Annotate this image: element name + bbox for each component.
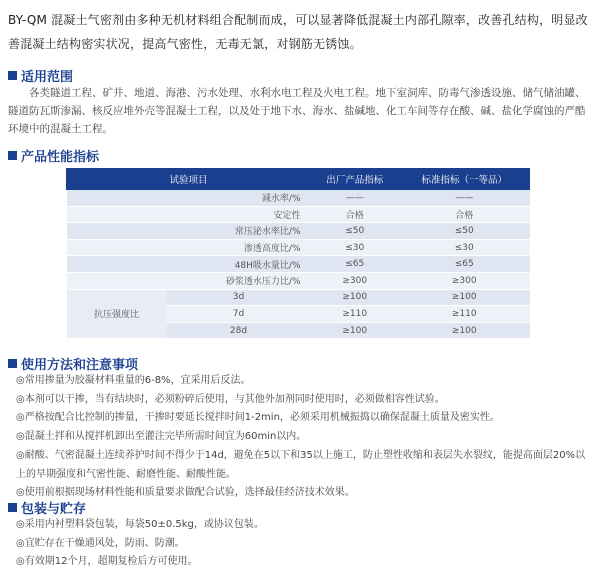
row-factory: ≥100 [311,289,399,306]
row-standard: ≥100 [399,322,530,339]
scope-title: 适用范围 [21,69,74,85]
scope-paragraph: 各类隧道工程、矿井、地道、海港、污水处理、水利水电工程及火电工程。地下室洞库、防毒气渗透设施、储气储油罐、隧道防瓦斯渗漏、核反应堆外壳等混凝土工程，以及处于地下水、海水、盐碱地、化工车间等存在酸、碱、盐化学腐蚀的严酷环境中的混凝土工程。 [8,87,586,135]
list-item: ◎混凝土拌和从搅拌机卸出至灌注完毕所需时间宜为60min以内。 [16,431,307,443]
row-standard: ≥100 [399,289,530,306]
table-row [67,190,530,207]
usage-section-title [8,354,138,372]
scope-section-title [8,66,73,84]
list-item: ◎使用前根据现场材料性能和质量要求做配合试验，选择最佳经济技术效果。 [16,487,355,499]
packaging-list [16,516,594,572]
usage-list [16,372,594,503]
row-factory: 合格 [311,206,399,223]
table-row [67,256,530,273]
section-square-icon [8,359,17,368]
list-item: ◎宜贮存在干燥通风处，防雨、防潮。 [16,537,185,549]
row-item: 减水率/% [67,190,311,207]
table-row [67,206,530,223]
section-square-icon [8,151,17,160]
packaging-title: 包装与贮存 [21,501,87,517]
row-standard: ≤65 [399,256,530,273]
list-item: ◎常用掺量为胶凝材料重量的6-8%，宜采用后反法。 [16,375,251,386]
table-header-row [67,169,530,190]
intro-paragraph: BY-QM 混凝土气密剂由多种无机材料组合配制而成，可以显著降低混凝土内部孔隙率，改善孔结构，明显改善混凝土结构密实状况，提高气密性，无毒无氯，对钢筋无锈蚀。 [8,13,588,51]
table-row [67,223,530,240]
header-factory: 出厂产品指标 [311,169,399,190]
list-item: ◎采用内衬塑料袋包装，每袋50±0.5kg，或协议包装。 [16,519,264,530]
table-row [67,289,530,306]
performance-section-title [8,146,99,164]
strength-age: 7d [167,306,311,323]
row-standard: ≥110 [399,306,530,323]
performance-table [66,168,530,339]
table-row [67,272,530,289]
row-item: 安定性 [67,206,311,223]
row-item: 渗透高度比/% [67,239,311,256]
header-test-item: 试验项目 [67,169,311,190]
row-standard: ≥300 [399,272,530,289]
list-item: ◎有效期12个月，超期复检后方可使用。 [16,556,198,568]
row-factory: ≥100 [311,322,399,339]
list-item: ◎严格按配合比控制的掺量，干掺时要延长搅拌时间1-2min，必须采用机械振捣以确保混凝土质量及密实性。 [16,412,500,424]
header-standard: 标准指标（一等品） [399,169,530,190]
strength-age: 3d [167,289,311,306]
row-standard: ≤50 [399,223,530,240]
row-factory: ≥300 [311,272,399,289]
row-item: 砂浆透水压力比/% [67,272,311,289]
row-factory: —— [311,190,399,207]
usage-title: 使用方法和注意事项 [21,357,139,373]
table-row [67,239,530,256]
row-standard: 合格 [399,206,530,223]
row-standard: —— [399,190,530,207]
row-standard: ≤30 [399,239,530,256]
section-square-icon [8,71,17,80]
strength-group-label: 抗压强度比 [67,289,167,339]
row-factory: ≤30 [311,239,399,256]
packaging-section-title [8,498,86,516]
row-item: 常压泌水率比/% [67,223,311,240]
list-item: ◎耐酸、气密混凝土连续养护时间不得少于14d，避免在5以下和35以上施工，防止塑性收缩和表层失水裂纹，能提高面层20%以上的早期强度和气密性能、耐磨性能、耐酸性能。 [16,449,586,480]
list-item: ◎本剂可以干掺，当有结块时，必须粉碎后使用，与其他外加剂同时使用时，必须做相容性试验。 [16,393,445,405]
row-factory: ≥110 [311,306,399,323]
strength-age: 28d [167,322,311,339]
section-square-icon [8,503,17,512]
row-item: 48H吸水量比/% [67,256,311,273]
row-factory: ≤50 [311,223,399,240]
row-factory: ≤65 [311,256,399,273]
performance-title: 产品性能指标 [21,149,100,165]
